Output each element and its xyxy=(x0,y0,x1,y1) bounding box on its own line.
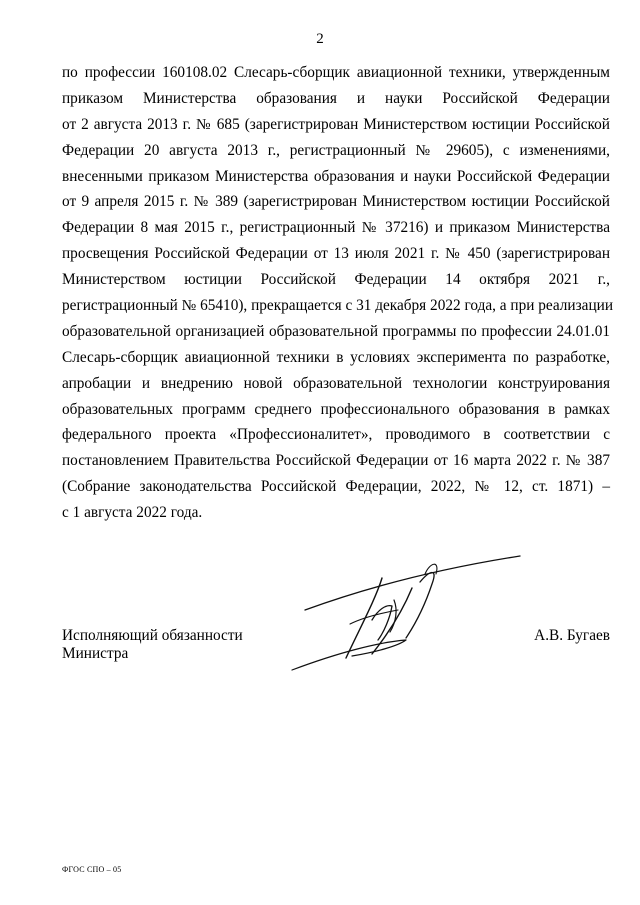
signatory-name: А.В. Бугаев xyxy=(534,627,610,644)
body-line: приказом Министерства образования и науки Российской Федерации xyxy=(62,89,610,107)
handwritten-signature xyxy=(280,548,530,678)
body-line: образовательной организацией образовательной программы по профессии 24.01.01 xyxy=(62,322,610,340)
body-line: с 1 августа 2022 года. xyxy=(62,504,203,522)
body-line: федерального проекта «Профессионалитет», проводимого в соответствии с xyxy=(62,426,610,444)
body-text xyxy=(62,60,614,526)
signatory-title xyxy=(62,627,243,663)
signatory-title-line: Исполняющий обязанности xyxy=(62,627,243,644)
body-line: Министерством юстиции Российской Федерации 14 октября 2021 г., xyxy=(62,271,610,289)
body-line: от 9 апреля 2015 г. № 389 (зарегистрирован Министерством юстиции Российской xyxy=(62,193,610,211)
body-line: просвещения Российской Федерации от 13 июля 2021 г. № 450 (зарегистрирован xyxy=(62,245,610,263)
page-number: 2 xyxy=(316,31,324,47)
body-line: апробации и внедрению новой образовательной технологии конструирования xyxy=(62,374,610,392)
signatory-title-line: Министра xyxy=(62,645,129,662)
document-code: ФГОС СПО – 05 xyxy=(62,865,122,874)
body-line: по профессии 160108.02 Слесарь-сборщик авиационной техники, утвержденным xyxy=(62,64,610,81)
body-line: регистрационный № 65410), прекращается с 31 декабря 2022 года, а при реализации xyxy=(62,297,614,315)
body-line: от 2 августа 2013 г. № 685 (зарегистрирован Министерством юстиции Российской xyxy=(62,115,610,133)
body-line: образовательных программ среднего профессионального образования в рамках xyxy=(62,400,610,418)
body-line: (Собрание законодательства Российской Федерации, 2022, № 12, ст. 1871) – xyxy=(62,478,610,496)
body-line: внесенными приказом Министерства образования и науки Российской Федерации xyxy=(62,167,610,185)
body-line: Слесарь-сборщик авиационной техники в условиях эксперимента по разработке, xyxy=(62,348,610,366)
body-line: постановлением Правительства Российской Федерации от 16 марта 2022 г. № 387 xyxy=(62,452,610,470)
body-line: Федерации 8 мая 2015 г., регистрационный № 37216) и приказом Министерства xyxy=(62,219,610,237)
body-line: Федерации 20 августа 2013 г., регистрационный № 29605), с изменениями, xyxy=(62,141,610,159)
